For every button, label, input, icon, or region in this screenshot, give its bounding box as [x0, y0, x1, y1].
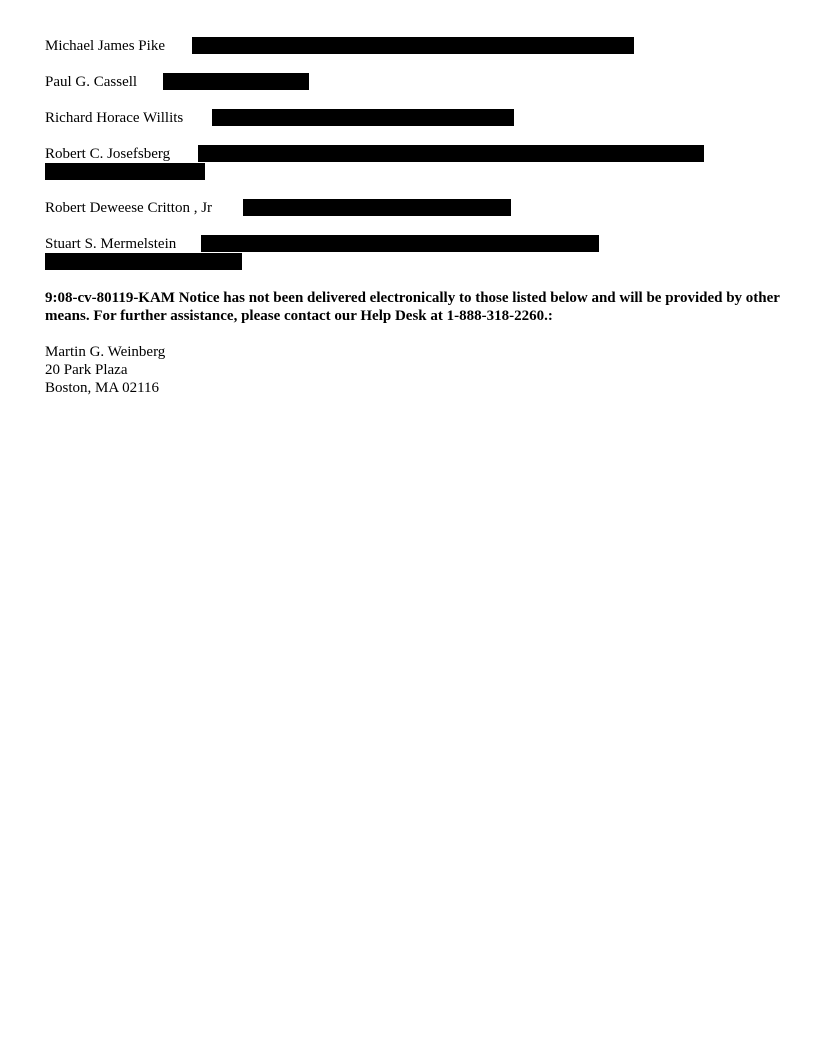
mail-recipient-street: 20 Park Plaza [45, 362, 128, 378]
redacted-email-block [201, 235, 599, 252]
redacted-email-block [198, 145, 704, 162]
redacted-email-block-continued [45, 253, 242, 270]
delivery-notice: 9:08-cv-80119-KAM Notice has not been delivered electronically to those listed below and will be provided by other means. For further assistance, please contact our Help Desk at 1-888-318-2260.: [45, 290, 780, 324]
mail-recipient-city-state-zip: Boston, MA 02116 [45, 380, 160, 396]
recipient-name: Robert C. Josefsberg [45, 146, 171, 162]
recipient-name: Stuart S. Mermelstein [45, 236, 177, 252]
recipient-name: Michael James Pike [45, 38, 165, 54]
mail-recipient-name: Martin G. Weinberg [45, 344, 166, 360]
recipient-name: Richard Horace Willits [45, 110, 184, 126]
recipient-name: Robert Deweese Critton , Jr [45, 200, 213, 216]
redacted-email-block [163, 73, 309, 90]
recipient-name: Paul G. Cassell [45, 74, 138, 90]
redacted-email-block [192, 37, 634, 54]
redacted-email-block [243, 199, 511, 216]
redacted-email-block-continued [45, 163, 205, 180]
redacted-email-block [212, 109, 514, 126]
